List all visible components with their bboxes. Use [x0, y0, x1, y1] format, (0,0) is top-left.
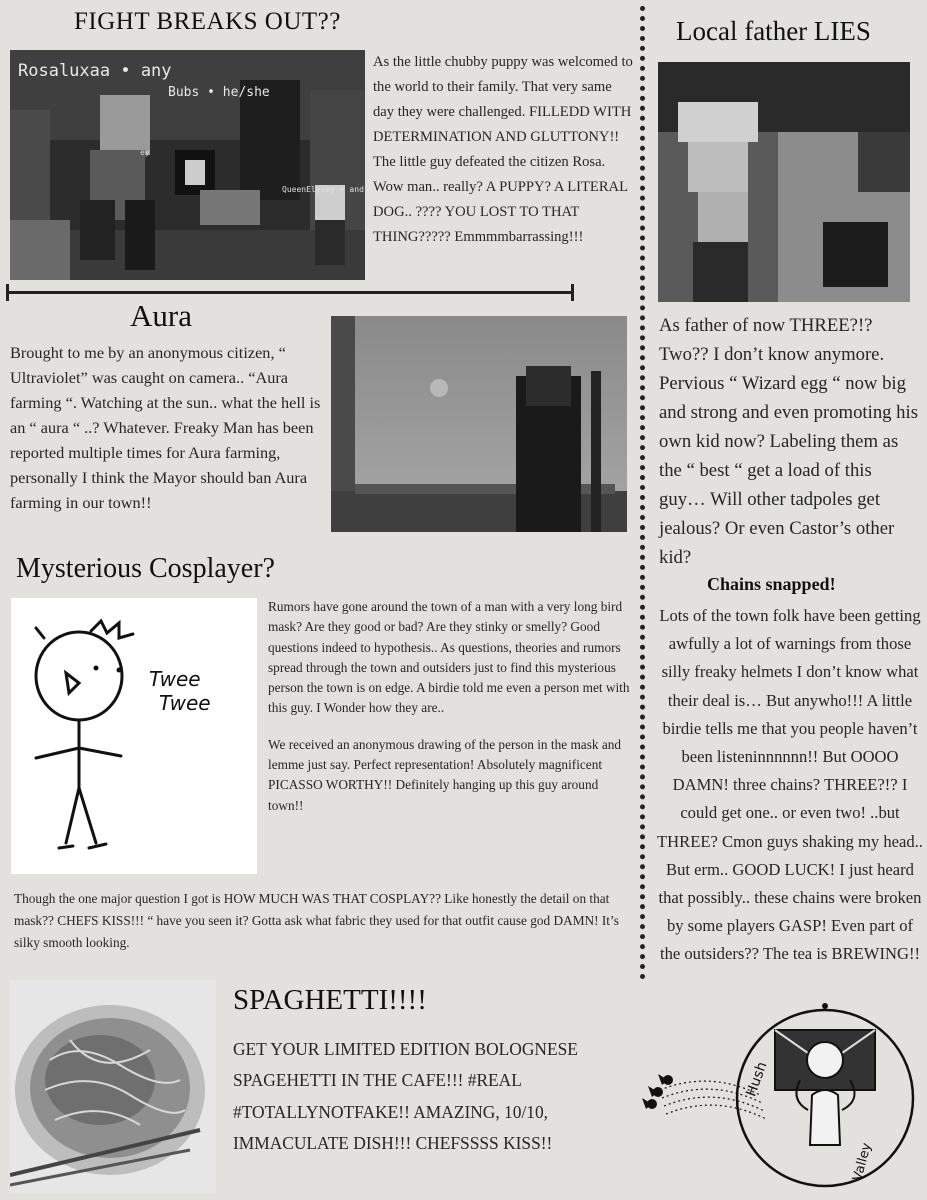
- fight-headline: FIGHT BREAKS OUT??: [74, 8, 341, 35]
- aura-headline: Aura: [130, 298, 192, 333]
- fight-nametag-2: Bubs • he/she: [168, 85, 270, 100]
- chains-headline: Chains snapped!: [707, 574, 836, 594]
- spaghetti-ad-body: GET YOUR LIMITED EDITION BOLOGNESE SPAGEHETTI IN THE CAFE!!! #REAL #TOTALLYNOTFAKE!! AMAZING, 10/10, IMMACULATE DISH!!! CHEFSSSS KISS!!: [233, 1039, 578, 1154]
- father-screenshot-image: [658, 62, 910, 302]
- fight-article-body: As the little chubby puppy was welcomed to the world to their family. That very same day they were challenged. FILLEDD WITH DETERMINATION AND GLUTTONY!! The little guy defeated the citizen Rosa. Wow man.. really? A PUPPY? A LITERAL DOG.. ???? YOU LOST TO THAT THING????? Emmmmbarrassing!!!: [373, 54, 633, 245]
- cosplayer-article-body: [268, 597, 630, 816]
- drawing-caption-2: Twee: [159, 691, 211, 715]
- logo-text-1: Hush: [743, 1059, 771, 1099]
- column-divider-dotted: [640, 6, 645, 980]
- cosplayer-paragraph-2: We received an anonymous drawing of the person in the mask and lemme just say. Perfect representation! Absolutely magnificent PICASSO WORTHY!! Definitely hanging up this guy around town!!: [268, 736, 622, 813]
- father-article-body: As father of now THREE?!? Two?? I don’t know anymore. Pervious “ Wizard egg “ now big and strong and even promoting his own kid now? Labeling them as the “ best “ get a load of this guy… Will other tadpoles get jealous? Or even Castor’s other kid?: [659, 315, 918, 568]
- cosplayer-paragraph-3: Though the one major question I got is HOW MUCH WAS THAT COSPLAY?? Like honestly the detail on that mask?? CHEFS KISS!!! “ have you seen it? Gotta ask what fabric they used for that outfit cause god DAMN! It’s silky smooth looking.: [14, 891, 619, 950]
- cosplayer-drawing-image: [11, 598, 257, 874]
- chains-article-body: Lots of the town folk have been getting awfully a lot of warnings from those silly freaky helmets I don’t know what their deal is… But anywho!!! A little birdie tells me that you people haven’t been listeninnnnnn!! But OOOO DAMN! three chains? THREE?!? I could get one.. or even two! ..but THREE? Cmon guys shaking my head.. But erm.. GOOD LUCK! I just heard that possibly.. these chains were broken by some players GASP! Even part of the outsiders?? The tea is BREWING!!: [657, 606, 923, 964]
- fight-screenshot-image: [10, 50, 365, 280]
- fight-nametag-4: QueenElysey • and: [282, 185, 364, 194]
- cosplayer-headline: Mysterious Cosplayer?: [16, 553, 275, 584]
- cosplayer-paragraph-1: Rumors have gone around the town of a man with a very long bird mask? Are they good or bad? Are they stinky or smelly? Good questions indeed to hypothesis.. As questions, theories and rumors spread through the town and outsiders just to find this mysterious person the town is on edge. A birdie told me even a person met with this guy. I Wonder how they are..: [268, 599, 630, 716]
- fight-nametag-3: ey: [140, 148, 150, 157]
- spaghetti-headline: SPAGHETTI!!!!: [233, 984, 427, 1016]
- drawing-caption-1: Twee: [149, 667, 201, 691]
- spaghetti-photo: [10, 980, 216, 1193]
- section-divider-line: [6, 291, 574, 294]
- aura-screenshot-image: [331, 316, 627, 532]
- fight-nametag-1: Rosaluxaa • any: [18, 61, 172, 81]
- logo-text-2: Valley: [850, 1141, 875, 1183]
- hush-valley-logo: [640, 1000, 920, 1200]
- aura-article-body: Brought to me by an anonymous citizen, “ Ultraviolet” was caught on camera.. “Aura farming “. Watching at the sun.. what the hell is an “ aura “ ..? Whatever. Freaky Man has been reported multiple times for Aura farming, personally I think the Mayor should ban Aura farming in our town!!: [10, 343, 321, 512]
- father-headline: Local father LIES: [676, 16, 871, 46]
